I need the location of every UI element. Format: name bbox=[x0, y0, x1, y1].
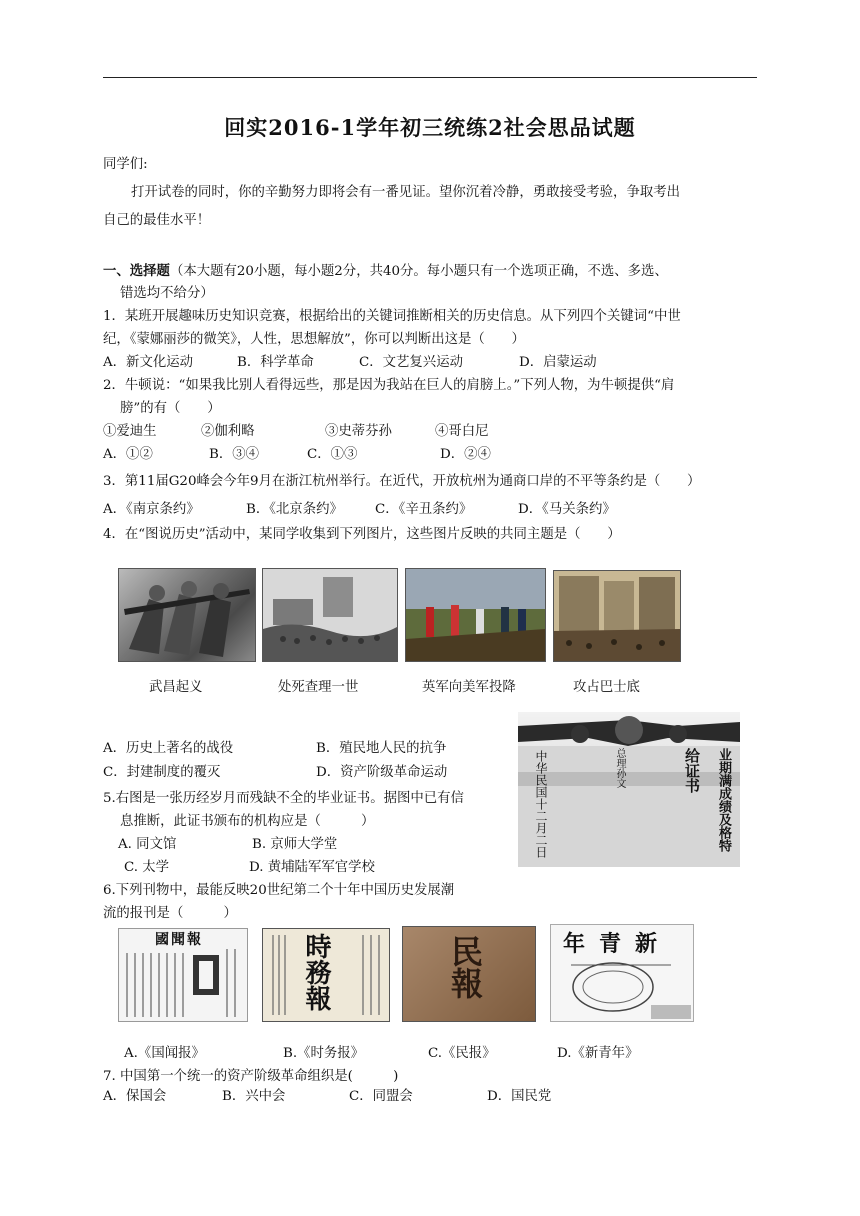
q4-option-c: C．封建制度的覆灭 bbox=[103, 765, 221, 780]
q5-option-d: D. 黄埔陆军军官学校 bbox=[249, 860, 375, 875]
certificate-date: 中华民国十二月二日 bbox=[534, 750, 548, 858]
guowenbao-masthead: 國聞報 bbox=[155, 932, 203, 948]
engraving-crowd bbox=[263, 569, 397, 661]
q6-option-b: B.《时务报》 bbox=[283, 1046, 365, 1061]
bastille-image bbox=[553, 570, 681, 662]
greeting: 同学们: bbox=[103, 157, 148, 172]
minbao-masthead: 民報 bbox=[446, 935, 484, 999]
q2-item-2: ②伽利略 bbox=[201, 424, 255, 439]
q2-option-d: D．②④ bbox=[440, 447, 491, 462]
minbao-image bbox=[402, 926, 536, 1022]
q7-option-c: C．同盟会 bbox=[349, 1089, 413, 1104]
q4-option-d: D．资产阶级革命运动 bbox=[316, 765, 448, 780]
section-1-desc-2: 错选均不给分） bbox=[120, 286, 214, 301]
page-title: 回实2016-1学年初三统练2社会思品试题 bbox=[224, 115, 636, 140]
q1-option-a: A．新文化运动 bbox=[103, 355, 194, 370]
q3-option-d: D．《马关条约》 bbox=[518, 502, 616, 517]
q4-caption-4: 攻占巴士底 bbox=[573, 680, 640, 695]
xinqingnian-emblem bbox=[551, 925, 693, 1021]
q5-option-b: B. 京师大学堂 bbox=[252, 837, 338, 852]
header-rule bbox=[103, 77, 757, 78]
q5-option-c: C. 太学 bbox=[124, 860, 170, 875]
certificate-graphic bbox=[518, 712, 740, 867]
section-1-desc: （本大题有20小题，每小题2分，共40分。每小题只有一个选项正确，不选、多选、 bbox=[169, 264, 668, 279]
british-surrender-image bbox=[405, 568, 546, 662]
q7-option-b: B．兴中会 bbox=[222, 1089, 286, 1104]
q5-option-a: A. 同文馆 bbox=[118, 837, 177, 852]
q1-stem-2: 纪，《蒙娜丽莎的微笑》，人性，思想解放”，你可以判断出这是（ ） bbox=[103, 332, 525, 347]
q1-option-c: C．文艺复兴运动 bbox=[359, 355, 463, 370]
q3-option-a: A．《南京条约》 bbox=[103, 502, 200, 517]
q2-stem-1: 2．牛顿说：“如果我比别人看得远些，那是因为我站在巨人的肩膀上。”下列人物，为牛顿提供“肩 bbox=[103, 378, 675, 393]
q6-option-c: C.《民报》 bbox=[428, 1046, 496, 1061]
q2-option-a: A．①② bbox=[103, 447, 153, 462]
guowenbao-image bbox=[118, 928, 248, 1022]
painting-soldiers bbox=[406, 569, 545, 661]
q5-stem-2: 息推断，此证书颁布的机构应是（ ） bbox=[120, 814, 375, 829]
q2-item-1: ①爱迪生 bbox=[103, 424, 157, 439]
q4-caption-3: 英军向美军投降 bbox=[422, 680, 516, 695]
shiwubao-masthead: 時務報 bbox=[301, 933, 331, 1011]
shiwubao-image bbox=[262, 928, 390, 1022]
q2-item-3: ③史蒂芬孙 bbox=[325, 424, 392, 439]
q2-stem-2: 膀”的有（ ） bbox=[120, 401, 221, 416]
certificate-image bbox=[518, 712, 740, 867]
q1-option-b: B．科学革命 bbox=[237, 355, 314, 370]
sculpture-figures bbox=[119, 569, 255, 661]
q4-stem: 4．在“图说历史”活动中，某同学收集到下列图片，这些图片反映的共同主题是（ ） bbox=[103, 527, 621, 542]
section-1-heading bbox=[103, 262, 668, 281]
newsprint-columns bbox=[119, 929, 247, 1021]
certificate-signature: 总理孙文 bbox=[614, 748, 625, 788]
q4-option-b: B．殖民地人民的抗争 bbox=[316, 741, 447, 756]
q4-caption-1: 武昌起义 bbox=[149, 680, 203, 695]
q2-option-c: C．①③ bbox=[307, 447, 358, 462]
q6-stem-1: 6.下列刊物中，最能反映20世纪第二个十年中国历史发展潮 bbox=[103, 883, 455, 898]
q5-stem-1: 5.右图是一张历经岁月而残缺不全的毕业证书。据图中已有信 bbox=[103, 791, 464, 806]
q2-item-4: ④哥白尼 bbox=[435, 424, 489, 439]
xinqingnian-masthead: 新青年 bbox=[563, 931, 672, 957]
xinqingnian-image bbox=[550, 924, 694, 1022]
intro-line-1: 打开试卷的同时，你的辛勤努力即将会有一番见证。望你沉着冷静，勇敢接受考验，争取考出 bbox=[131, 185, 681, 200]
section-1-title: 一、选择题 bbox=[103, 263, 170, 279]
certificate-body: 业期满成绩及格特 bbox=[716, 748, 731, 852]
certificate-heading: 给证书 bbox=[683, 748, 701, 793]
q4-option-a: A．历史上著名的战役 bbox=[103, 741, 234, 756]
painting-fortress bbox=[554, 571, 680, 661]
q6-stem-2: 流的报刊是（ ） bbox=[103, 906, 237, 921]
q3-option-c: C．《辛丑条约》 bbox=[375, 502, 473, 517]
execution-charles-image bbox=[262, 568, 398, 662]
q6-option-d: D.《新青年》 bbox=[557, 1046, 639, 1061]
intro-line-2: 自己的最佳水平！ bbox=[103, 213, 211, 228]
q4-caption-2: 处死查理一世 bbox=[278, 680, 359, 695]
q7-option-d: D．国民党 bbox=[487, 1089, 552, 1104]
q3-option-b: B．《北京条约》 bbox=[246, 502, 343, 517]
q6-option-a: A.《国闻报》 bbox=[124, 1046, 205, 1061]
q2-option-b: B．③④ bbox=[209, 447, 260, 462]
wuchang-uprising-image bbox=[118, 568, 256, 662]
q7-option-a: A．保国会 bbox=[103, 1089, 167, 1104]
q3-stem: 3．第11届G20峰会今年9月在浙江杭州举行。在近代，开放杭州为通商口岸的不平等条约是（ ） bbox=[103, 474, 701, 489]
q1-option-d: D．启蒙运动 bbox=[519, 355, 597, 370]
q7-stem: 7. 中国第一个统一的资产阶级革命组织是( ) bbox=[103, 1069, 399, 1084]
q1-stem-1: 1．某班开展趣味历史知识竞赛，根据给出的关键词推断相关的历史信息。从下列四个关键词“中世 bbox=[103, 309, 681, 324]
